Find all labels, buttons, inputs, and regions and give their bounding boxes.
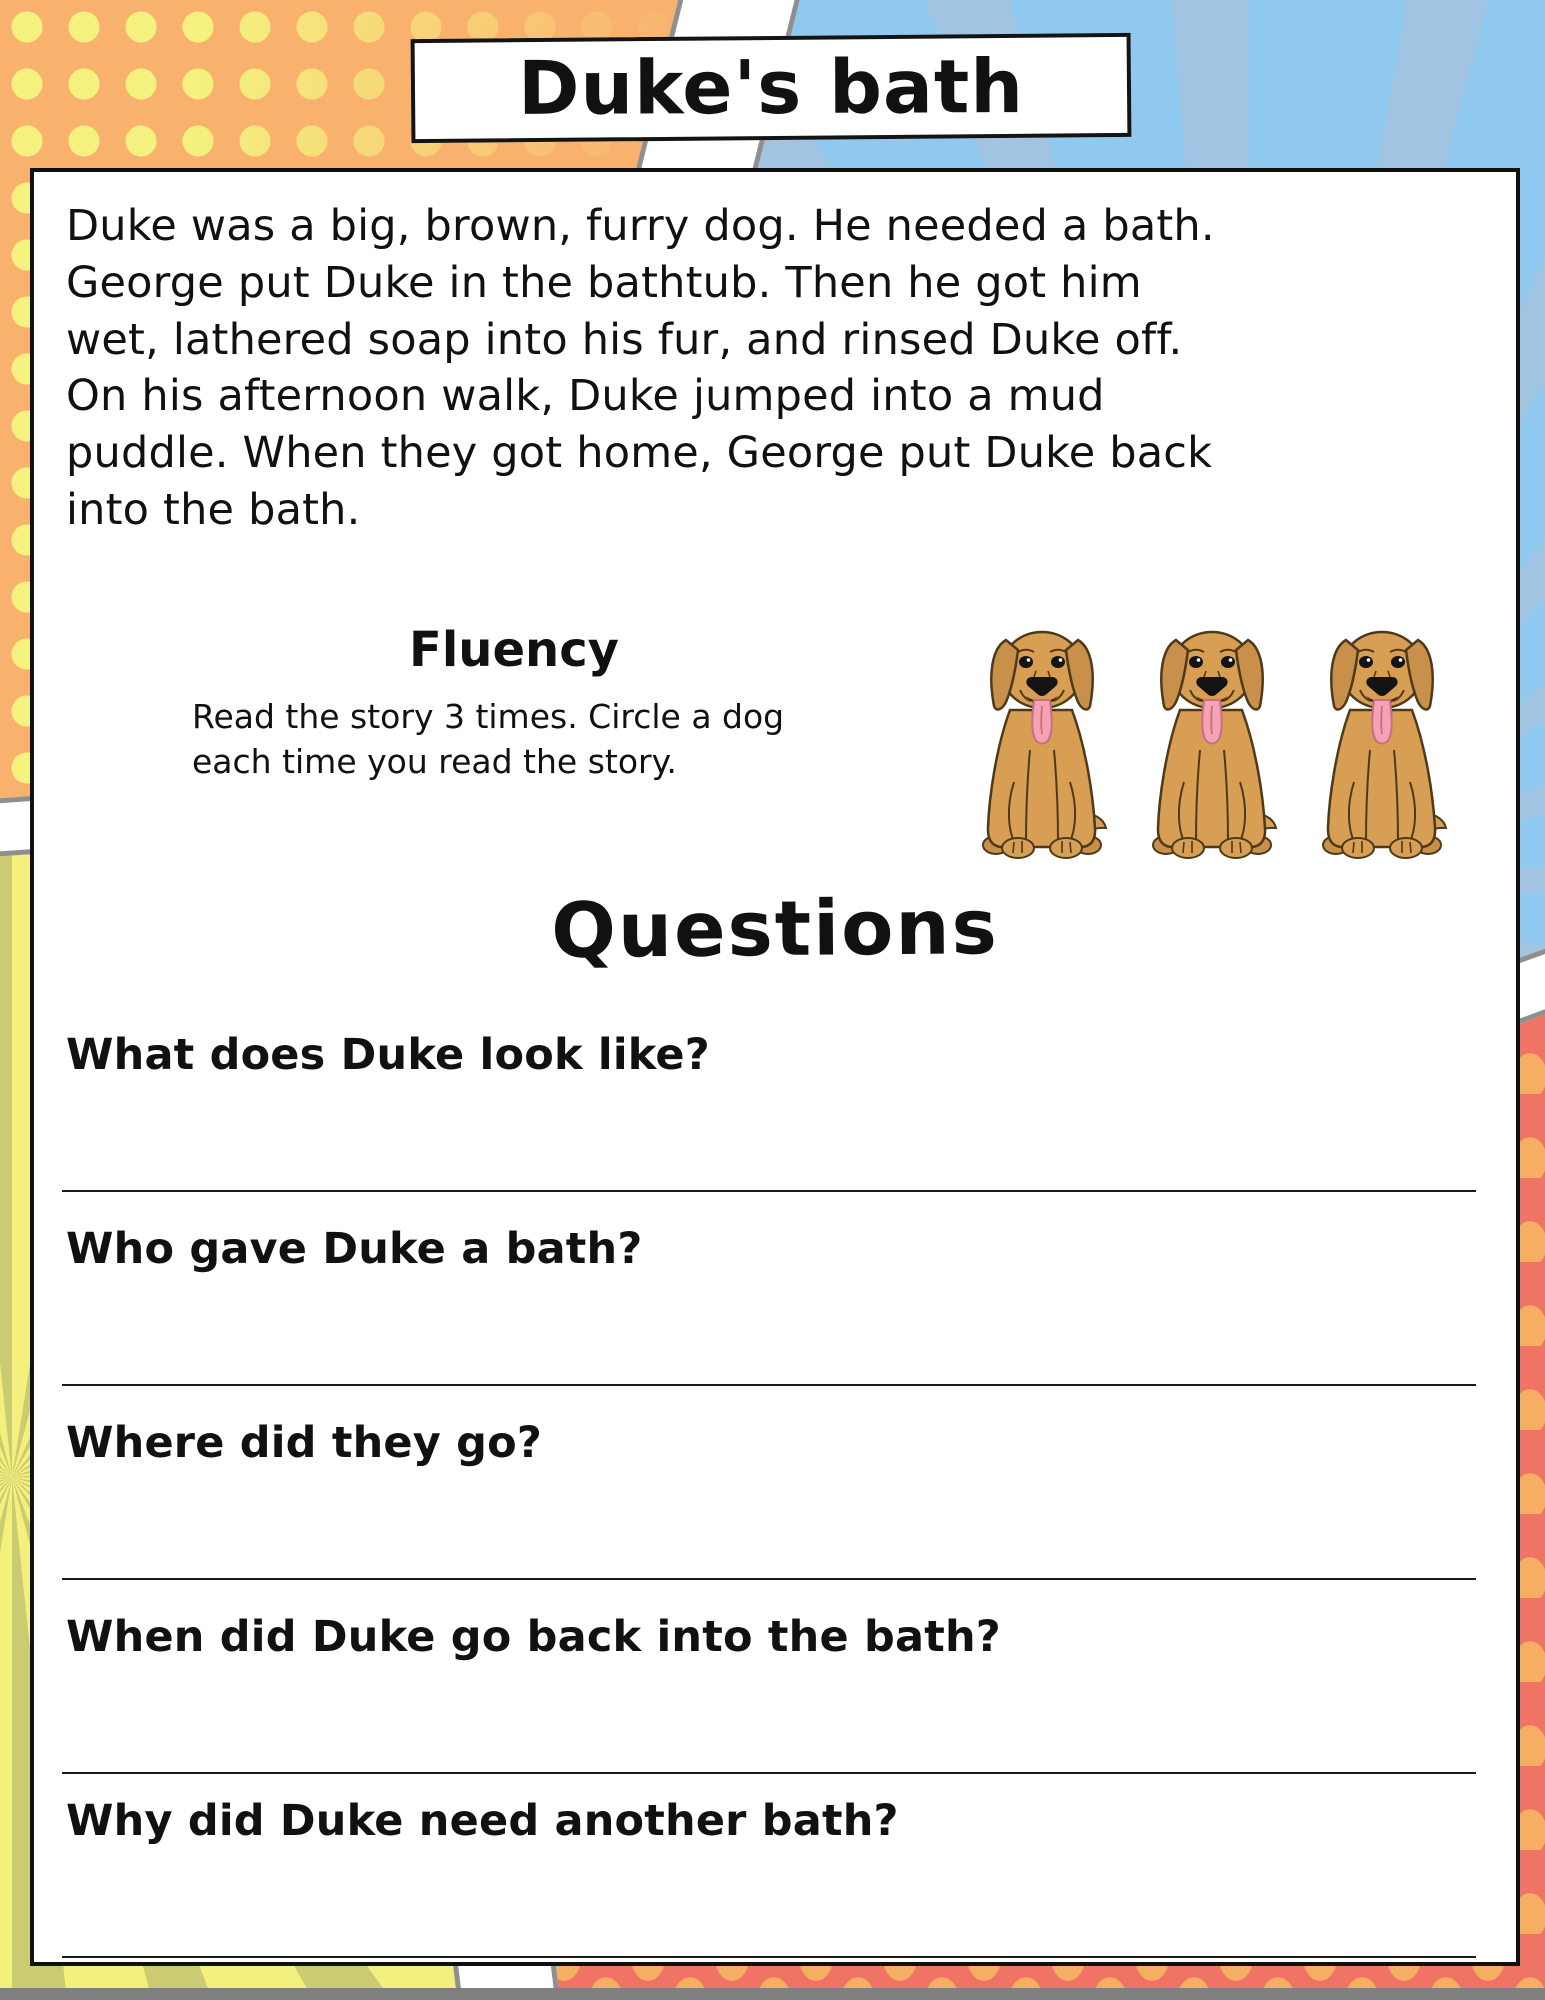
page-bottom-edge	[0, 1988, 1545, 2000]
question-label: Who gave Duke a bath?	[66, 1224, 643, 1274]
fluency-dog-row	[976, 622, 1448, 864]
fluency-heading: Fluency	[409, 622, 619, 678]
question-label: What does Duke look like?	[66, 1030, 710, 1080]
worksheet-card	[30, 168, 1520, 1966]
dog-icon[interactable]	[1146, 622, 1278, 864]
story-text: Duke was a big, brown, furry dog. He needed a bath. George put Duke in the bathtub. Then he got him wet, lathered soap into his fur, and rinsed Duke off. On his afternoon walk, Duke jumped into a mud puddle. When they got home, George put Duke back into the bath.	[66, 201, 1215, 535]
questions-heading: Questions	[550, 882, 1000, 975]
question-block	[58, 1224, 1478, 1404]
worksheet-title: Duke's bath	[517, 44, 1025, 132]
title-banner	[411, 33, 1132, 143]
fluency-instructions: Read the story 3 times. Circle a dog each time you read the story.	[192, 696, 785, 782]
answer-line[interactable]	[62, 1578, 1476, 1584]
dog-icon[interactable]	[1316, 622, 1448, 864]
dog-icon[interactable]	[976, 622, 1108, 864]
answer-line[interactable]	[62, 1190, 1476, 1196]
question-block	[58, 1418, 1478, 1598]
question-label: Where did they go?	[66, 1418, 543, 1468]
question-label: When did Duke go back into the bath?	[66, 1612, 1001, 1662]
question-label: Why did Duke need another bath?	[66, 1796, 899, 1846]
answer-line[interactable]	[62, 1384, 1476, 1390]
question-block	[58, 1612, 1478, 1792]
question-block	[58, 1796, 1478, 1976]
answer-line[interactable]	[62, 1772, 1476, 1778]
answer-line[interactable]	[62, 1956, 1476, 1962]
question-block	[58, 1030, 1478, 1210]
fluency-section	[184, 622, 844, 785]
